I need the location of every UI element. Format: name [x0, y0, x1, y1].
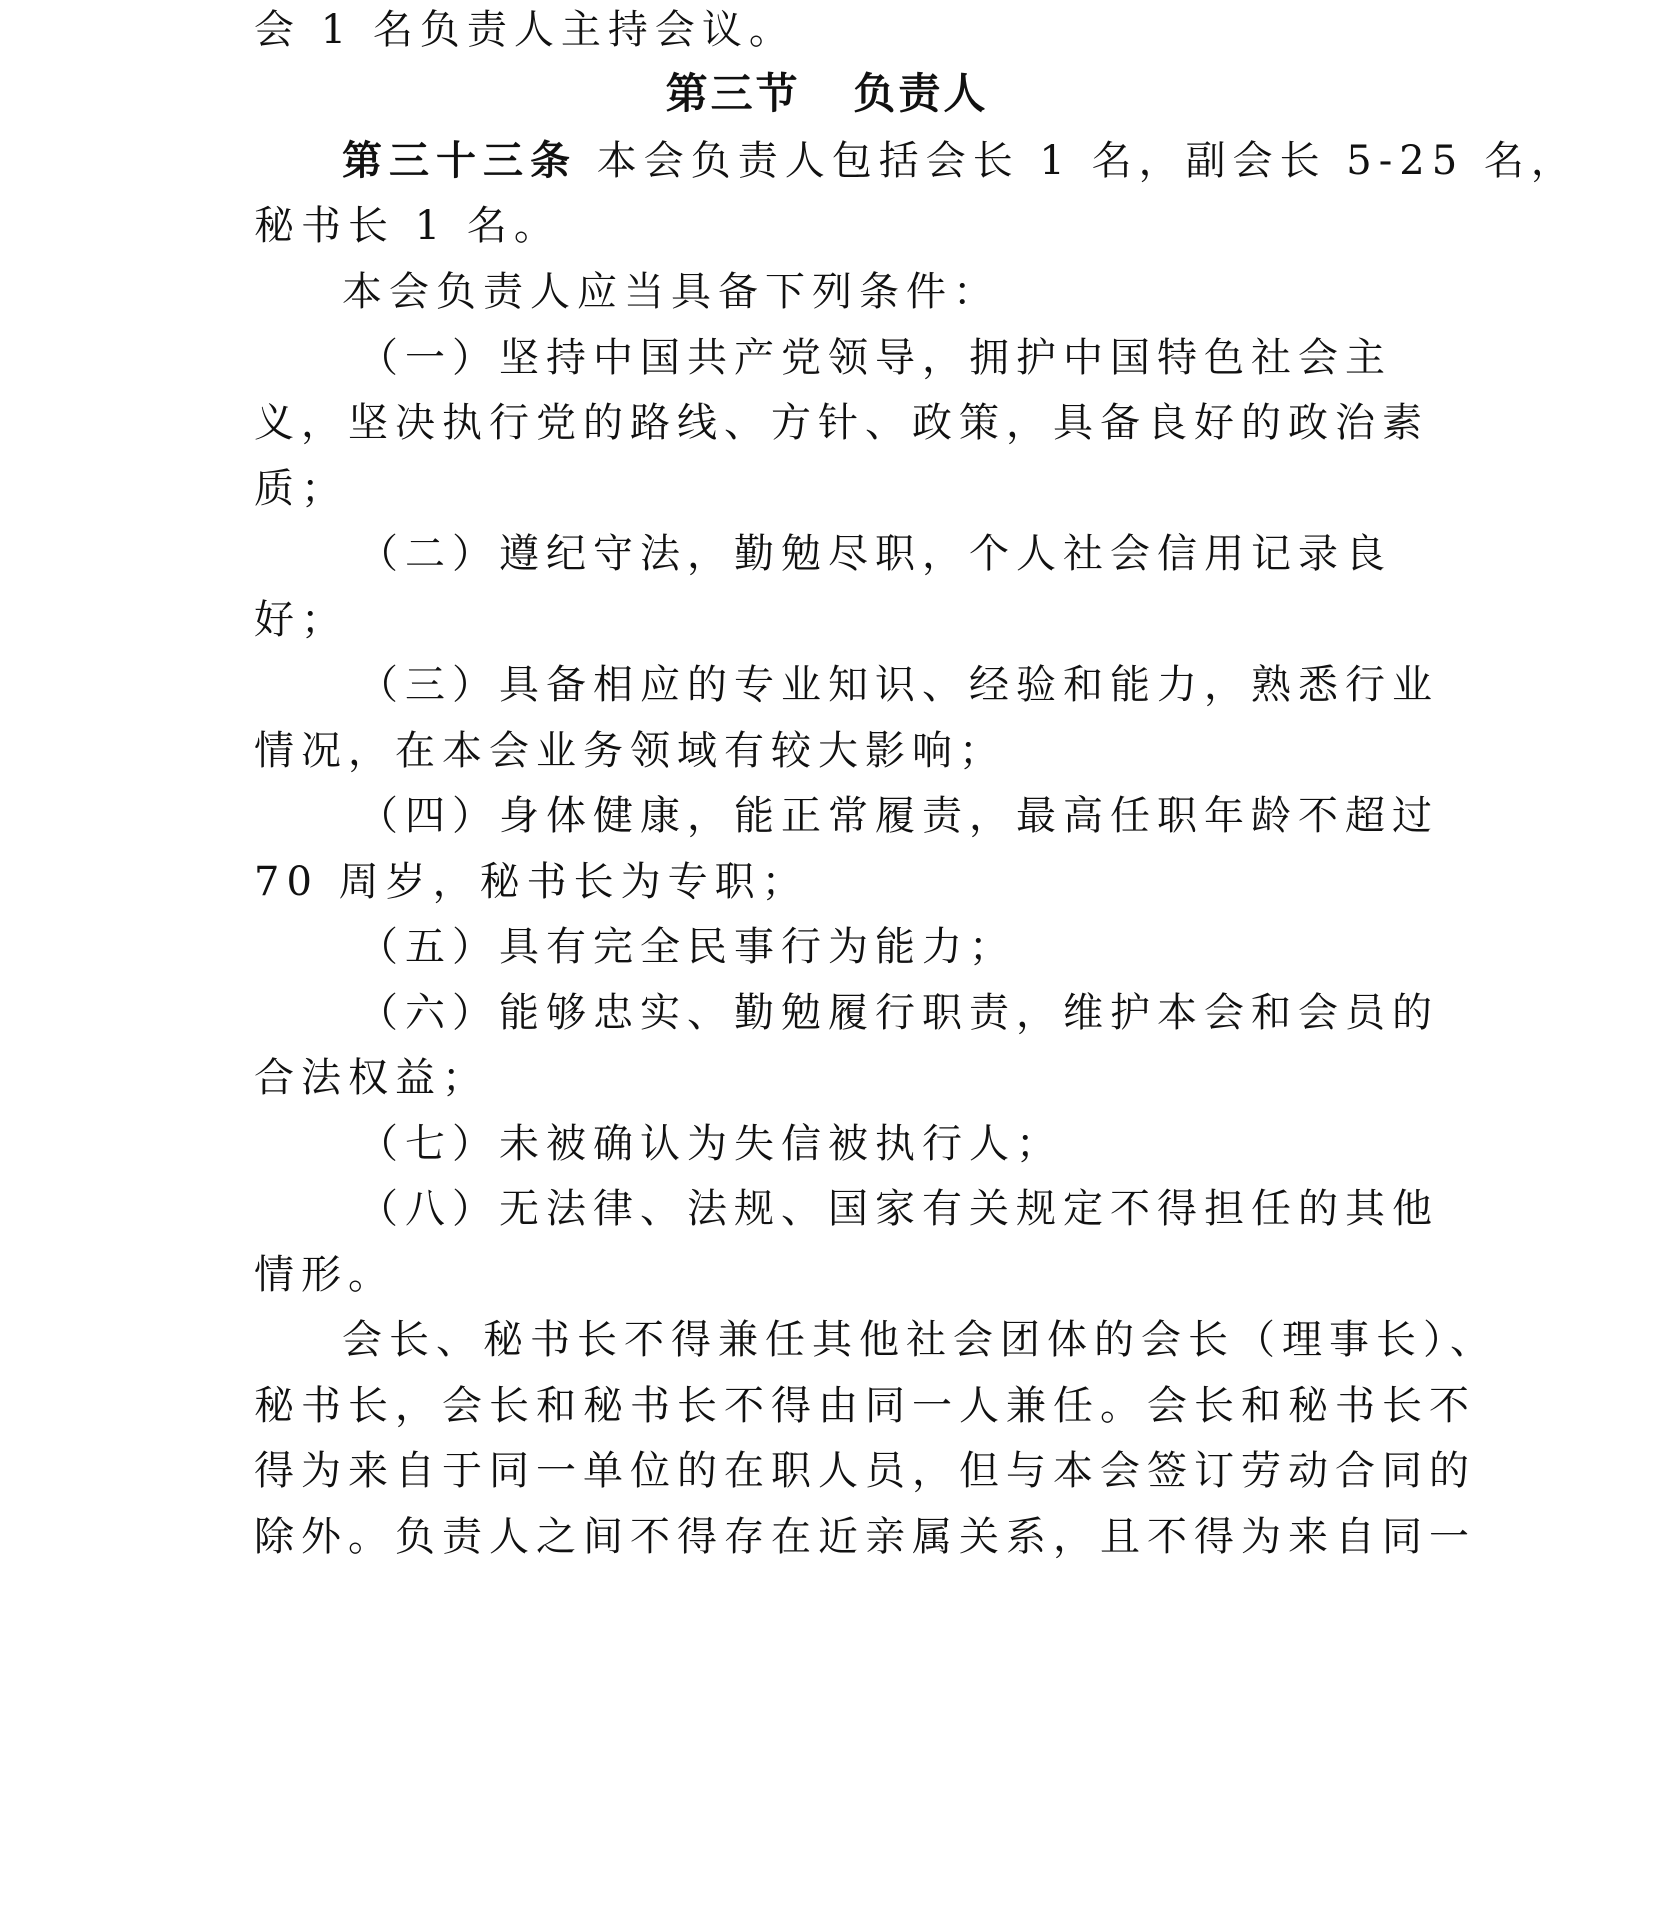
article-33-line-2: 秘书长 1 名。 — [254, 203, 561, 249]
condition-1-line-2: 义，坚决执行党的路线、方针、政策，具备良好的政治素 — [254, 400, 1429, 446]
condition-6-line-2: 合法权益； — [254, 1055, 489, 1101]
condition-8-line-2: 情形。 — [254, 1252, 395, 1298]
condition-2-line-1: （二）遵纪守法，勤勉尽职，个人社会信用记录良 — [358, 531, 1392, 577]
condition-3-line-1: （三）具备相应的专业知识、经验和能力，熟悉行业 — [358, 662, 1439, 708]
condition-6-line-1: （六）能够忠实、勤勉履行职责，维护本会和会员的 — [358, 990, 1439, 1036]
article-33-label: 第三十三条 — [342, 138, 577, 184]
condition-1-line-1: （一）坚持中国共产党领导，拥护中国特色社会主 — [358, 335, 1392, 381]
paragraph-line-4: 除外。负责人之间不得存在近亲属关系，且不得为来自同一 — [254, 1514, 1476, 1560]
condition-3-line-2: 情况，在本会业务领域有较大影响； — [254, 728, 1006, 774]
condition-7: （七）未被确认为失信被执行人； — [358, 1121, 1063, 1167]
article-33-line-1 — [342, 137, 1578, 185]
conditions-intro: 本会负责人应当具备下列条件： — [342, 269, 1000, 315]
text-line-top: 会 1 名负责人主持会议。 — [254, 7, 796, 53]
article-33-text: 本会负责人包括会长 1 名，副会长 5-25 名， — [596, 138, 1578, 184]
condition-2-line-2: 好； — [254, 597, 348, 643]
condition-5: （五）具有完全民事行为能力； — [358, 924, 1016, 970]
condition-8-line-1: （八）无法律、法规、国家有关规定不得担任的其他 — [358, 1186, 1439, 1232]
paragraph-line-1: 会长、秘书长不得兼任其他社会团体的会长（理事长）、 — [342, 1317, 1497, 1363]
paragraph-line-2: 秘书长，会长和秘书长不得由同一人兼任。会长和秘书长不 — [254, 1383, 1476, 1429]
condition-1-line-3: 质； — [254, 466, 348, 512]
condition-4-line-2: 70 周岁，秘书长为专职； — [254, 859, 809, 905]
condition-4-line-1: （四）身体健康，能正常履责，最高任职年龄不超过 — [358, 793, 1439, 839]
section-heading: 第三节 负责人 — [665, 69, 989, 118]
paragraph-line-3: 得为来自于同一单位的在职人员，但与本会签订劳动合同的 — [254, 1448, 1476, 1494]
